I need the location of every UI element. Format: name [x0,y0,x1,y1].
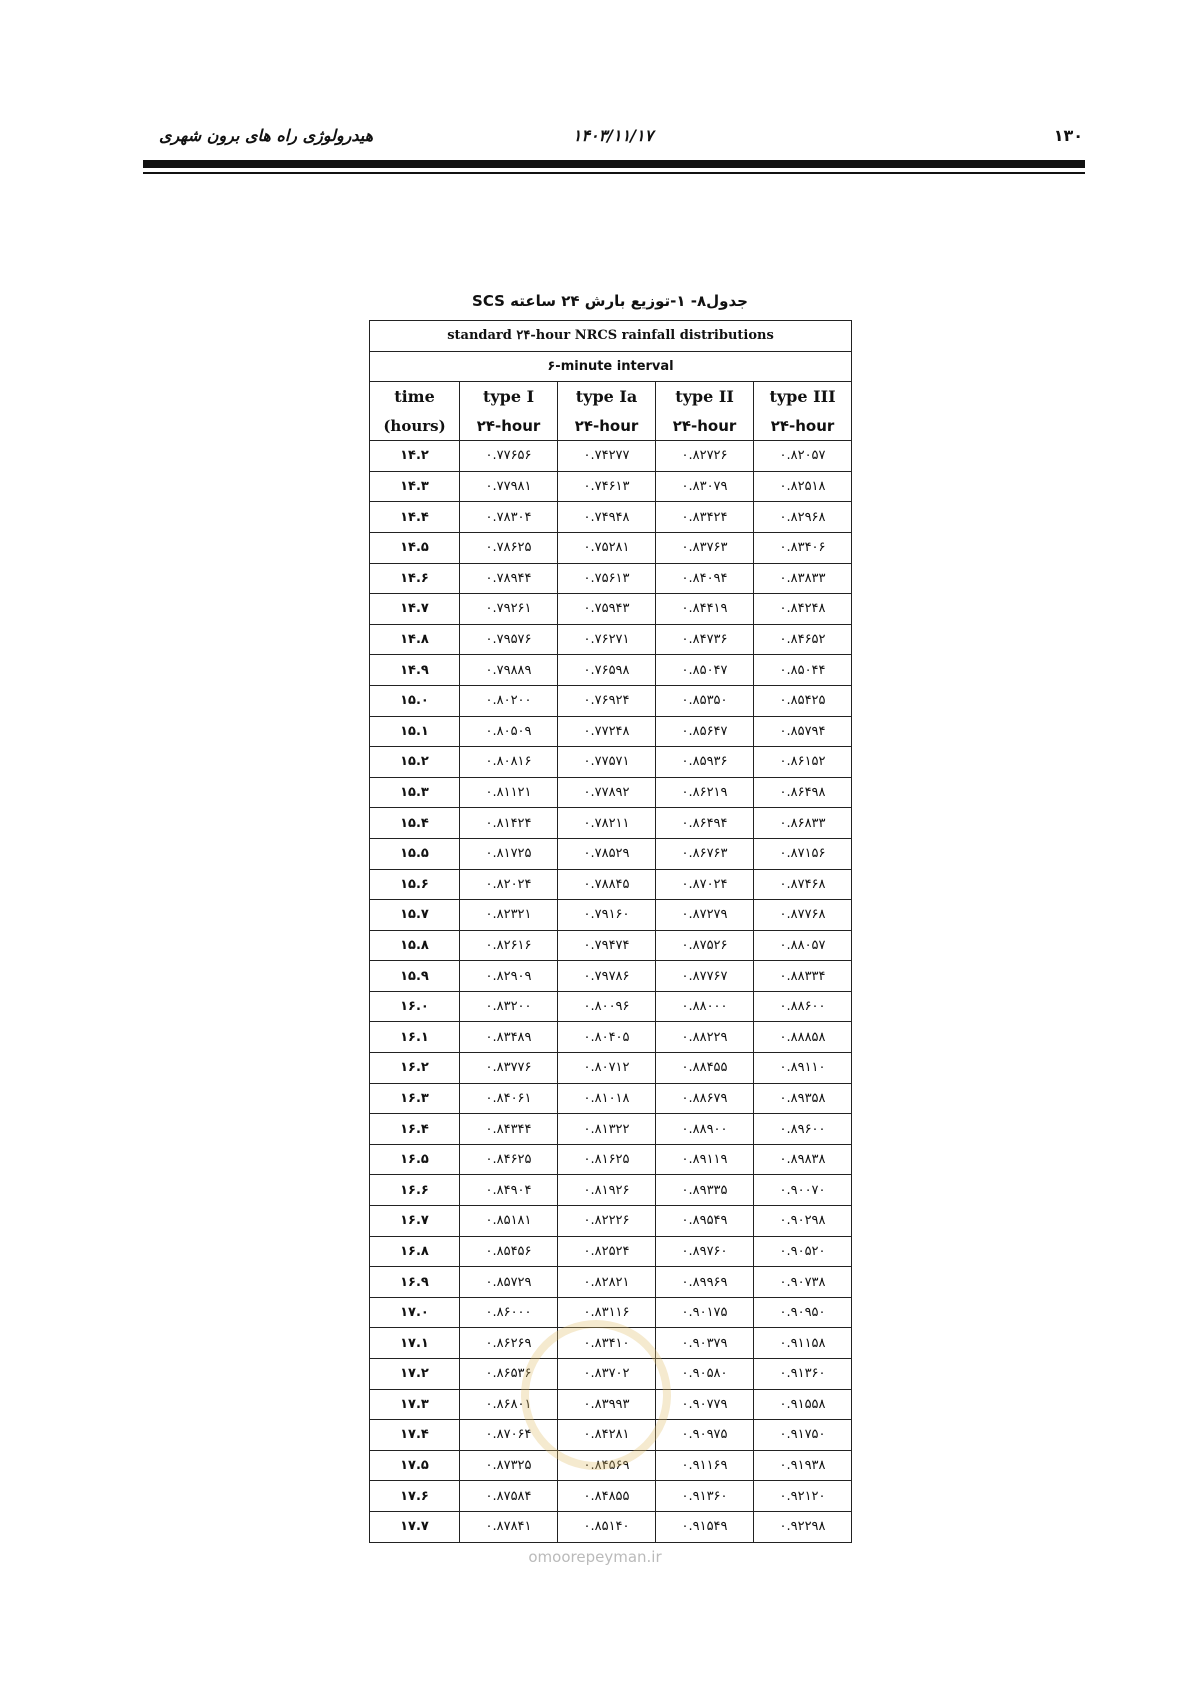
time-cell: ۱۷.۵ [370,1450,460,1481]
value-cell: ۰.۸۶۱۵۲ [754,747,852,778]
time-cell: ۱۶.۸ [370,1236,460,1267]
value-cell: ۰.۷۷۹۸۱ [460,471,558,502]
value-cell: ۰.۷۹۲۶۱ [460,594,558,625]
value-cell: ۰.۸۷۲۷۹ [656,900,754,931]
table-row [370,1144,852,1175]
col-header-time: time [370,382,460,412]
value-cell: ۰.۸۳۷۶۳ [656,532,754,563]
table-row [370,624,852,655]
value-cell: ۰.۹۰۹۵۰ [754,1297,852,1328]
time-cell: ۱۵.۷ [370,900,460,931]
table-row [370,777,852,808]
time-cell: ۱۴.۹ [370,655,460,686]
value-cell: ۰.۷۸۵۲۹ [558,838,656,869]
table-row [370,900,852,931]
time-cell: ۱۶.۳ [370,1083,460,1114]
value-cell: ۰.۷۸۸۴۵ [558,869,656,900]
value-cell: ۰.۸۴۴۱۹ [656,594,754,625]
watermark-url: omoorepeyman.ir [528,1548,662,1566]
value-cell: ۰.۸۷۷۶۷ [656,961,754,992]
table-row [370,502,852,533]
value-cell: ۰.۹۱۵۴۹ [656,1511,754,1542]
value-cell: ۰.۸۰۴۰۵ [558,1022,656,1053]
value-cell: ۰.۸۶۸۰۱ [460,1389,558,1420]
value-cell: ۰.۸۸۶۰۰ [754,991,852,1022]
value-cell: ۰.۸۷۱۵۶ [754,838,852,869]
time-cell: ۱۴.۷ [370,594,460,625]
value-cell: ۰.۸۸۴۵۵ [656,1053,754,1084]
value-cell: ۰.۸۴۶۲۵ [460,1144,558,1175]
value-cell: ۰.۹۱۹۳۸ [754,1450,852,1481]
time-cell: ۱۵.۶ [370,869,460,900]
value-cell: ۰.۸۶۵۳۶ [460,1359,558,1390]
value-cell: ۰.۸۸۰۰۰ [656,991,754,1022]
table-row [370,1511,852,1542]
value-cell: ۰.۸۴۲۸۱ [558,1420,656,1451]
time-cell: ۱۷.۴ [370,1420,460,1451]
table-row [370,441,852,472]
page-header [143,126,1083,150]
value-cell: ۰.۹۱۳۶۰ [754,1359,852,1390]
value-cell: ۰.۷۵۹۴۳ [558,594,656,625]
value-cell: ۰.۷۶۹۲۴ [558,685,656,716]
value-cell: ۰.۸۹۷۶۰ [656,1236,754,1267]
table-row [370,1206,852,1237]
value-cell: ۰.۸۲۰۵۷ [754,441,852,472]
value-cell: ۰.۸۳۴۱۰ [558,1328,656,1359]
time-cell: ۱۶.۶ [370,1175,460,1206]
time-cell: ۱۷.۲ [370,1359,460,1390]
value-cell: ۰.۸۲۸۲۱ [558,1267,656,1298]
value-cell: ۰.۸۶۷۶۳ [656,838,754,869]
value-cell: ۰.۸۵۴۵۶ [460,1236,558,1267]
time-cell: ۱۴.۵ [370,532,460,563]
table-row [370,532,852,563]
col-subheader-type-iii: ۲۴-hour [754,411,852,441]
value-cell: ۰.۸۴۶۵۲ [754,624,852,655]
value-cell: ۰.۸۹۸۳۸ [754,1144,852,1175]
table-row [370,1053,852,1084]
value-cell: ۰.۷۷۲۴۸ [558,716,656,747]
value-cell: ۰.۷۸۶۲۵ [460,532,558,563]
header-row [370,382,852,412]
value-cell: ۰.۷۹۱۶۰ [558,900,656,931]
value-cell: ۰.۷۹۷۸۶ [558,961,656,992]
value-cell: ۰.۹۰۱۷۵ [656,1297,754,1328]
value-cell: ۰.۹۰۷۷۹ [656,1389,754,1420]
value-cell: ۰.۸۳۷۷۶ [460,1053,558,1084]
table-row [370,747,852,778]
value-cell: ۰.۸۶۲۶۹ [460,1328,558,1359]
value-cell: ۰.۸۴۰۶۱ [460,1083,558,1114]
time-cell: ۱۵.۵ [370,838,460,869]
value-cell: ۰.۸۴۳۴۴ [460,1114,558,1145]
value-cell: ۰.۷۸۲۱۱ [558,808,656,839]
value-cell: ۰.۸۸۸۵۸ [754,1022,852,1053]
header-rule-thick [143,160,1085,168]
value-cell: ۰.۸۱۴۲۴ [460,808,558,839]
value-cell: ۰.۸۷۴۶۸ [754,869,852,900]
table-row [370,1481,852,1512]
time-cell: ۱۶.۴ [370,1114,460,1145]
value-cell: ۰.۸۱۰۱۸ [558,1083,656,1114]
table-row [370,991,852,1022]
value-cell: ۰.۸۲۹۶۸ [754,502,852,533]
value-cell: ۰.۸۷۸۴۱ [460,1511,558,1542]
value-cell: ۰.۷۷۵۷۱ [558,747,656,778]
value-cell: ۰.۸۳۷۰۲ [558,1359,656,1390]
value-cell: ۰.۸۰۲۰۰ [460,685,558,716]
value-cell: ۰.۷۸۳۰۴ [460,502,558,533]
table-row [370,1236,852,1267]
value-cell: ۰.۷۴۲۷۷ [558,441,656,472]
value-cell: ۰.۷۷۶۵۶ [460,441,558,472]
value-cell: ۰.۹۰۳۷۹ [656,1328,754,1359]
time-cell: ۱۶.۹ [370,1267,460,1298]
value-cell: ۰.۹۰۹۷۵ [656,1420,754,1451]
value-cell: ۰.۸۸۳۳۴ [754,961,852,992]
time-cell: ۱۵.۲ [370,747,460,778]
value-cell: ۰.۸۶۴۹۴ [656,808,754,839]
time-cell: ۱۶.۵ [370,1144,460,1175]
value-cell: ۰.۸۷۵۲۶ [656,930,754,961]
table-row [370,716,852,747]
value-cell: ۰.۸۹۱۱۹ [656,1144,754,1175]
value-cell: ۰.۸۵۰۴۴ [754,655,852,686]
col-subheader-type-ia: ۲۴-hour [558,411,656,441]
value-cell: ۰.۷۶۲۷۱ [558,624,656,655]
table-row [370,1114,852,1145]
table-subtitle: ۶-minute interval [370,351,852,382]
value-cell: ۰.۷۴۶۱۳ [558,471,656,502]
table-title: standard ۲۴-hour NRCS rainfall distributions [370,321,852,352]
time-cell: ۱۵.۸ [370,930,460,961]
time-cell: ۱۵.۴ [370,808,460,839]
col-subheader-type-i: ۲۴-hour [460,411,558,441]
value-cell: ۰.۸۳۴۲۴ [656,502,754,533]
time-cell: ۱۷.۰ [370,1297,460,1328]
value-cell: ۰.۸۱۹۲۶ [558,1175,656,1206]
value-cell: ۰.۸۵۰۴۷ [656,655,754,686]
value-cell: ۰.۸۲۳۲۱ [460,900,558,931]
table-row [370,1022,852,1053]
value-cell: ۰.۹۰۰۷۰ [754,1175,852,1206]
value-cell: ۰.۸۸۲۲۹ [656,1022,754,1053]
time-cell: ۱۵.۳ [370,777,460,808]
value-cell: ۰.۷۷۸۹۲ [558,777,656,808]
value-cell: ۰.۸۵۱۸۱ [460,1206,558,1237]
value-cell: ۰.۸۹۳۵۸ [754,1083,852,1114]
value-cell: ۰.۸۳۹۹۳ [558,1389,656,1420]
value-cell: ۰.۸۲۲۲۶ [558,1206,656,1237]
value-cell: ۰.۸۵۳۵۰ [656,685,754,716]
time-cell: ۱۴.۸ [370,624,460,655]
value-cell: ۰.۸۸۶۷۹ [656,1083,754,1114]
value-cell: ۰.۸۲۷۲۶ [656,441,754,472]
time-cell: ۱۴.۴ [370,502,460,533]
table-row [370,655,852,686]
value-cell: ۰.۸۹۵۴۹ [656,1206,754,1237]
time-cell: ۱۶.۰ [370,991,460,1022]
value-cell: ۰.۹۱۵۵۸ [754,1389,852,1420]
value-cell: ۰.۸۳۲۰۰ [460,991,558,1022]
value-cell: ۰.۹۱۱۵۸ [754,1328,852,1359]
table-row [370,685,852,716]
table-row [370,563,852,594]
value-cell: ۰.۸۲۵۲۴ [558,1236,656,1267]
time-cell: ۱۷.۳ [370,1389,460,1420]
value-cell: ۰.۸۶۸۳۳ [754,808,852,839]
time-cell: ۱۶.۷ [370,1206,460,1237]
time-cell: ۱۶.۱ [370,1022,460,1053]
value-cell: ۰.۸۵۷۹۴ [754,716,852,747]
value-cell: ۰.۷۶۵۹۸ [558,655,656,686]
col-header-type-iii: type III [754,382,852,412]
header-date: ۱۴۰۳/۱۱/۱۷ [572,126,654,145]
value-cell: ۰.۸۴۹۰۴ [460,1175,558,1206]
value-cell: ۰.۸۷۰۶۴ [460,1420,558,1451]
value-cell: ۰.۸۶۴۹۸ [754,777,852,808]
value-cell: ۰.۸۰۰۹۶ [558,991,656,1022]
value-cell: ۰.۸۴۰۹۴ [656,563,754,594]
table-row [370,594,852,625]
value-cell: ۰.۸۷۳۲۵ [460,1450,558,1481]
value-cell: ۰.۸۶۰۰۰ [460,1297,558,1328]
value-cell: ۰.۸۷۰۲۴ [656,869,754,900]
value-cell: ۰.۹۰۲۹۸ [754,1206,852,1237]
time-cell: ۱۵.۰ [370,685,460,716]
value-cell: ۰.۹۰۵۸۰ [656,1359,754,1390]
value-cell: ۰.۸۳۰۷۹ [656,471,754,502]
value-cell: ۰.۸۳۸۳۳ [754,563,852,594]
time-cell: ۱۷.۶ [370,1481,460,1512]
table-row [370,930,852,961]
header-rule-thin [143,172,1085,174]
value-cell: ۰.۸۲۹۰۹ [460,961,558,992]
watermark-seal [521,1320,671,1470]
value-cell: ۰.۹۱۱۶۹ [656,1450,754,1481]
value-cell: ۰.۸۲۶۱۶ [460,930,558,961]
value-cell: ۰.۷۴۹۴۸ [558,502,656,533]
col-header-type-i: type I [460,382,558,412]
table-row [370,808,852,839]
value-cell: ۰.۸۴۷۳۶ [656,624,754,655]
time-cell: ۱۴.۶ [370,563,460,594]
value-cell: ۰.۸۷۷۶۸ [754,900,852,931]
time-cell: ۱۷.۱ [370,1328,460,1359]
value-cell: ۰.۹۱۷۵۰ [754,1420,852,1451]
value-cell: ۰.۸۲۵۱۸ [754,471,852,502]
value-cell: ۰.۸۸۰۵۷ [754,930,852,961]
time-cell: ۱۴.۳ [370,471,460,502]
value-cell: ۰.۷۵۶۱۳ [558,563,656,594]
table-row [370,471,852,502]
value-cell: ۰.۸۵۱۴۰ [558,1511,656,1542]
page-number: ۱۳۰ [1053,126,1083,145]
value-cell: ۰.۷۹۵۷۶ [460,624,558,655]
table-row [370,1175,852,1206]
value-cell: ۰.۹۲۲۹۸ [754,1511,852,1542]
value-cell: ۰.۸۴۸۵۵ [558,1481,656,1512]
value-cell: ۰.۸۱۷۲۵ [460,838,558,869]
col-subheader-time: (hours) [370,411,460,441]
running-title: هیدرولوژی راه های برون شهری [159,126,374,145]
value-cell: ۰.۸۱۶۲۵ [558,1144,656,1175]
table-row [370,961,852,992]
col-header-type-ii: type II [656,382,754,412]
value-cell: ۰.۹۲۱۲۰ [754,1481,852,1512]
time-cell: ۱۵.۱ [370,716,460,747]
table-row [370,838,852,869]
value-cell: ۰.۸۹۹۶۹ [656,1267,754,1298]
time-cell: ۱۵.۹ [370,961,460,992]
time-cell: ۱۶.۲ [370,1053,460,1084]
value-cell: ۰.۷۹۴۷۴ [558,930,656,961]
value-cell: ۰.۸۹۱۱۰ [754,1053,852,1084]
value-cell: ۰.۸۵۹۳۶ [656,747,754,778]
value-cell: ۰.۷۵۲۸۱ [558,532,656,563]
value-cell: ۰.۸۵۴۲۵ [754,685,852,716]
value-cell: ۰.۷۸۹۴۴ [460,563,558,594]
value-cell: ۰.۸۰۷۱۲ [558,1053,656,1084]
value-cell: ۰.۹۰۷۳۸ [754,1267,852,1298]
col-header-type-ia: type Ia [558,382,656,412]
value-cell: ۰.۸۲۰۲۴ [460,869,558,900]
value-cell: ۰.۷۹۸۸۹ [460,655,558,686]
value-cell: ۰.۸۸۹۰۰ [656,1114,754,1145]
value-cell: ۰.۸۵۷۲۹ [460,1267,558,1298]
value-cell: ۰.۸۷۵۸۴ [460,1481,558,1512]
value-cell: ۰.۸۰۵۰۹ [460,716,558,747]
table-caption: جدول۸- ۱-توزیع بارش ۲۴ ساعته SCS [472,292,748,310]
value-cell: ۰.۸۳۴۸۹ [460,1022,558,1053]
table-row [370,1083,852,1114]
time-cell: ۱۴.۲ [370,441,460,472]
value-cell: ۰.۸۶۲۱۹ [656,777,754,808]
value-cell: ۰.۸۱۱۲۱ [460,777,558,808]
value-cell: ۰.۸۴۵۶۹ [558,1450,656,1481]
time-cell: ۱۷.۷ [370,1511,460,1542]
value-cell: ۰.۸۳۱۱۶ [558,1297,656,1328]
value-cell: ۰.۸۹۶۰۰ [754,1114,852,1145]
table-row [370,1267,852,1298]
subheader-row [370,411,852,441]
value-cell: ۰.۸۵۶۴۷ [656,716,754,747]
value-cell: ۰.۸۱۳۲۲ [558,1114,656,1145]
col-subheader-type-ii: ۲۴-hour [656,411,754,441]
value-cell: ۰.۸۹۳۳۵ [656,1175,754,1206]
value-cell: ۰.۹۱۳۶۰ [656,1481,754,1512]
value-cell: ۰.۸۰۸۱۶ [460,747,558,778]
value-cell: ۰.۸۳۴۰۶ [754,532,852,563]
value-cell: ۰.۹۰۵۲۰ [754,1236,852,1267]
table-row [370,869,852,900]
value-cell: ۰.۸۴۲۴۸ [754,594,852,625]
